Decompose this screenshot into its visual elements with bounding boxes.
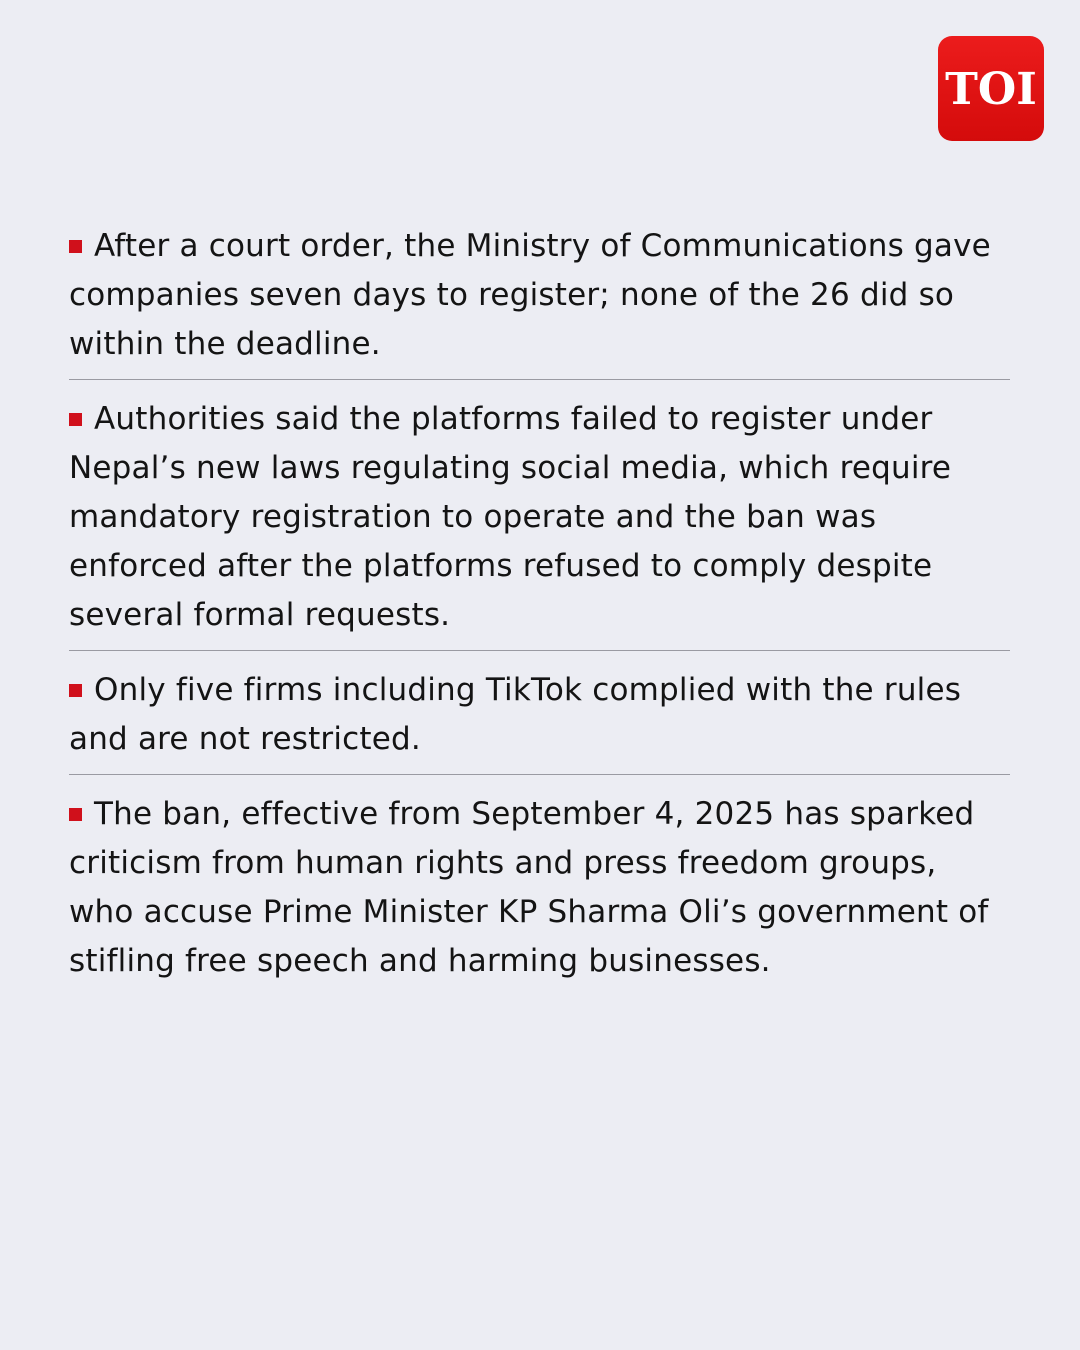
logo-text: TOI [945,63,1037,115]
bullet-item [69,222,1010,380]
square-bullet-icon [69,413,82,426]
bullet-list [69,222,1010,996]
bullet-item [69,395,1010,651]
toi-logo [938,36,1044,141]
bullet-text: Only five firms including TikTok complied with the rules and are not restricted. [69,672,962,757]
square-bullet-icon [69,684,82,697]
bullet-text: After a court order, the Ministry of Communications gave companies seven days to register; none of the 26 did so within the deadline. [69,228,991,362]
bullet-item [69,666,1010,775]
bullet-text: Authorities said the platforms failed to register under Nepal’s new laws regulating social media, which require mandatory registration to operate and the ban was enforced after the platforms refused to comply despite several formal requests. [69,401,952,633]
square-bullet-icon [69,240,82,253]
bullet-text: The ban, effective from September 4, 2025 has sparked criticism from human rights and press freedom groups, who accuse Prime Minister KP Sharma Oli’s government of stifling free speech and harming businesses. [69,796,989,979]
bullet-item [69,790,1010,996]
square-bullet-icon [69,808,82,821]
